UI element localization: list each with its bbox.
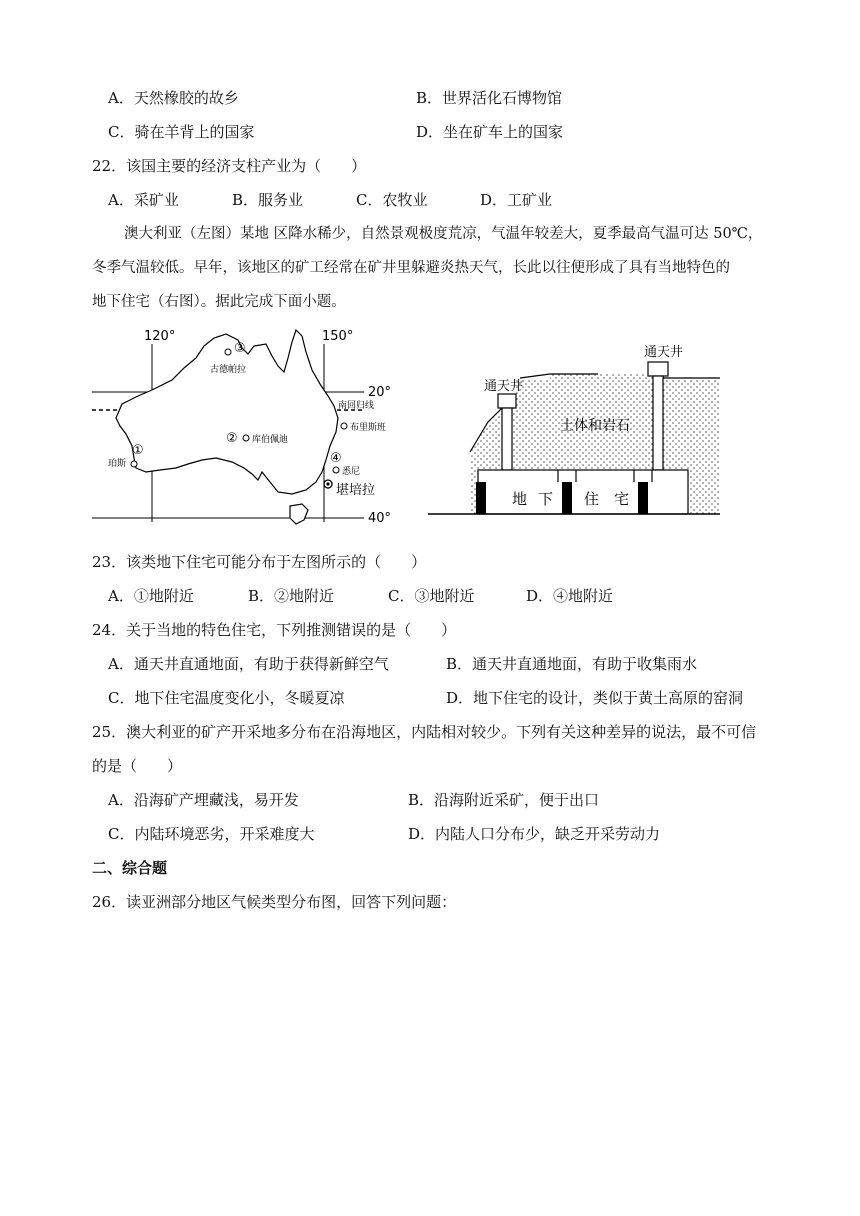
dwelling-char-3: 住 <box>584 490 600 508</box>
passage-line-1: 澳大利亚（左图）某地 区降水稀少，自然景观极度荒凉，气温年较差大，夏季最高气温可达 50℃， <box>124 226 763 242</box>
q22-option-c: C．农牧业 <box>356 191 428 209</box>
q22-option-d: D．工矿业 <box>480 191 553 209</box>
q21-option-a: A．天然橡胶的故乡 <box>108 89 239 107</box>
rock-label: 土体和岩石 <box>560 418 630 434</box>
q23-option-d: D．④地附近 <box>526 587 614 605</box>
section-heading: 二、综合题 <box>92 859 168 877</box>
q23-option-c: C．③地附近 <box>388 587 475 605</box>
dwelling-room <box>478 470 688 514</box>
marker-2: ② <box>226 431 238 446</box>
lon-150-label: 150° <box>322 329 354 344</box>
coober-dot <box>243 435 249 441</box>
q26-stem: 26．读亚洲部分地区气候类型分布图，回答下列问题： <box>92 893 457 911</box>
australia-map <box>92 329 391 526</box>
shaft-right-cap <box>648 362 668 376</box>
dwelling-char-2: 下 <box>538 490 554 508</box>
shaft-left-label: 通天井 <box>484 379 524 394</box>
q25-option-a: A．沿海矿产埋藏浅，易开发 <box>108 791 299 809</box>
q21-option-b: B．世界活化石博物馆 <box>416 89 563 107</box>
city-gudepala: 古德帕拉 <box>210 365 247 375</box>
dwelling-char-4: 宅 <box>614 490 630 508</box>
gudepala-dot <box>225 349 231 355</box>
q24-option-b: B．通天井直通地面，有助于收集雨水 <box>446 655 698 673</box>
shaft-left-cap <box>498 394 516 408</box>
passage-line-3: 地下住宅（右图）。据此完成下面小题。 <box>92 294 346 310</box>
city-sydney: 悉尼 <box>342 467 361 477</box>
sydney-dot <box>333 467 339 473</box>
q25-option-c: C．内陆环境恶劣，开采难度大 <box>108 825 315 843</box>
brisbane-dot <box>341 423 347 429</box>
q24-stem: 24．关于当地的特色住宅，下列推测错误的是（ ） <box>92 621 457 639</box>
pillar-1 <box>476 482 486 514</box>
q21-option-c: C．骑在羊背上的国家 <box>108 123 255 141</box>
city-coober: 库伯佩迪 <box>252 435 289 445</box>
shaft-right-label: 通天井 <box>644 345 684 360</box>
q23-option-b: B．②地附近 <box>248 587 335 605</box>
q22-stem: 22．该国主要的经济支柱产业为（ ） <box>92 157 367 175</box>
lat-40-label: 40° <box>368 511 392 526</box>
q23-option-a: A．①地附近 <box>108 587 194 605</box>
canberra-dot-inner <box>326 482 329 485</box>
marker-4: ④ <box>330 451 342 466</box>
figures-svg <box>92 322 772 544</box>
tropic-label: 南回归线 <box>338 401 375 411</box>
q25-option-d: D．内陆人口分布少，缺乏开采劳动力 <box>408 825 661 843</box>
q25-stem-line-2: 的是（ ） <box>92 757 183 775</box>
q22-option-a: A．采矿业 <box>108 191 179 209</box>
city-perth: 珀斯 <box>108 459 127 469</box>
figures <box>92 322 772 548</box>
q24-option-c: C．地下住宅温度变化小，冬暖夏凉 <box>108 689 345 707</box>
city-brisbane: 布里斯班 <box>350 423 387 433</box>
q23-stem: 23．该类地下住宅可能分布于左图所示的（ ） <box>92 553 427 571</box>
lon-120-label: 120° <box>144 329 176 344</box>
q25-option-b: B．沿海附近采矿，便于出口 <box>408 791 600 809</box>
q22-option-b: B．服务业 <box>232 191 304 209</box>
city-canberra: 堪培拉 <box>336 483 376 498</box>
tasmania-outline <box>290 504 308 524</box>
dwelling-char-1: 地 <box>512 490 528 508</box>
q21-option-d: D．坐在矿车上的国家 <box>416 123 564 141</box>
lat-20-label: 20° <box>368 385 392 400</box>
marker-3: ③ <box>234 341 246 356</box>
q24-option-d: D．地下住宅的设计，类似于黄土高原的窑洞 <box>446 689 744 707</box>
q24-option-a: A．通天井直通地面，有助于获得新鲜空气 <box>108 655 389 673</box>
perth-dot <box>131 461 137 467</box>
dwelling-diagram <box>428 344 720 514</box>
shaft-left <box>502 408 512 470</box>
marker-1: ① <box>132 443 144 458</box>
q25-stem-line-1: 25．澳大利亚的矿产开采地多分布在沿海地区，内陆相对较少。下列有关这种差异的说法，最不可信 <box>92 723 757 741</box>
pillar-3 <box>638 482 648 514</box>
shaft-right <box>653 376 663 470</box>
pillar-2 <box>562 482 572 514</box>
passage-line-2: 冬季气温较低。早年，该地区的矿工经常在矿井里躲避炎热天气，长此以往便形成了具有当地特色的 <box>92 260 730 276</box>
